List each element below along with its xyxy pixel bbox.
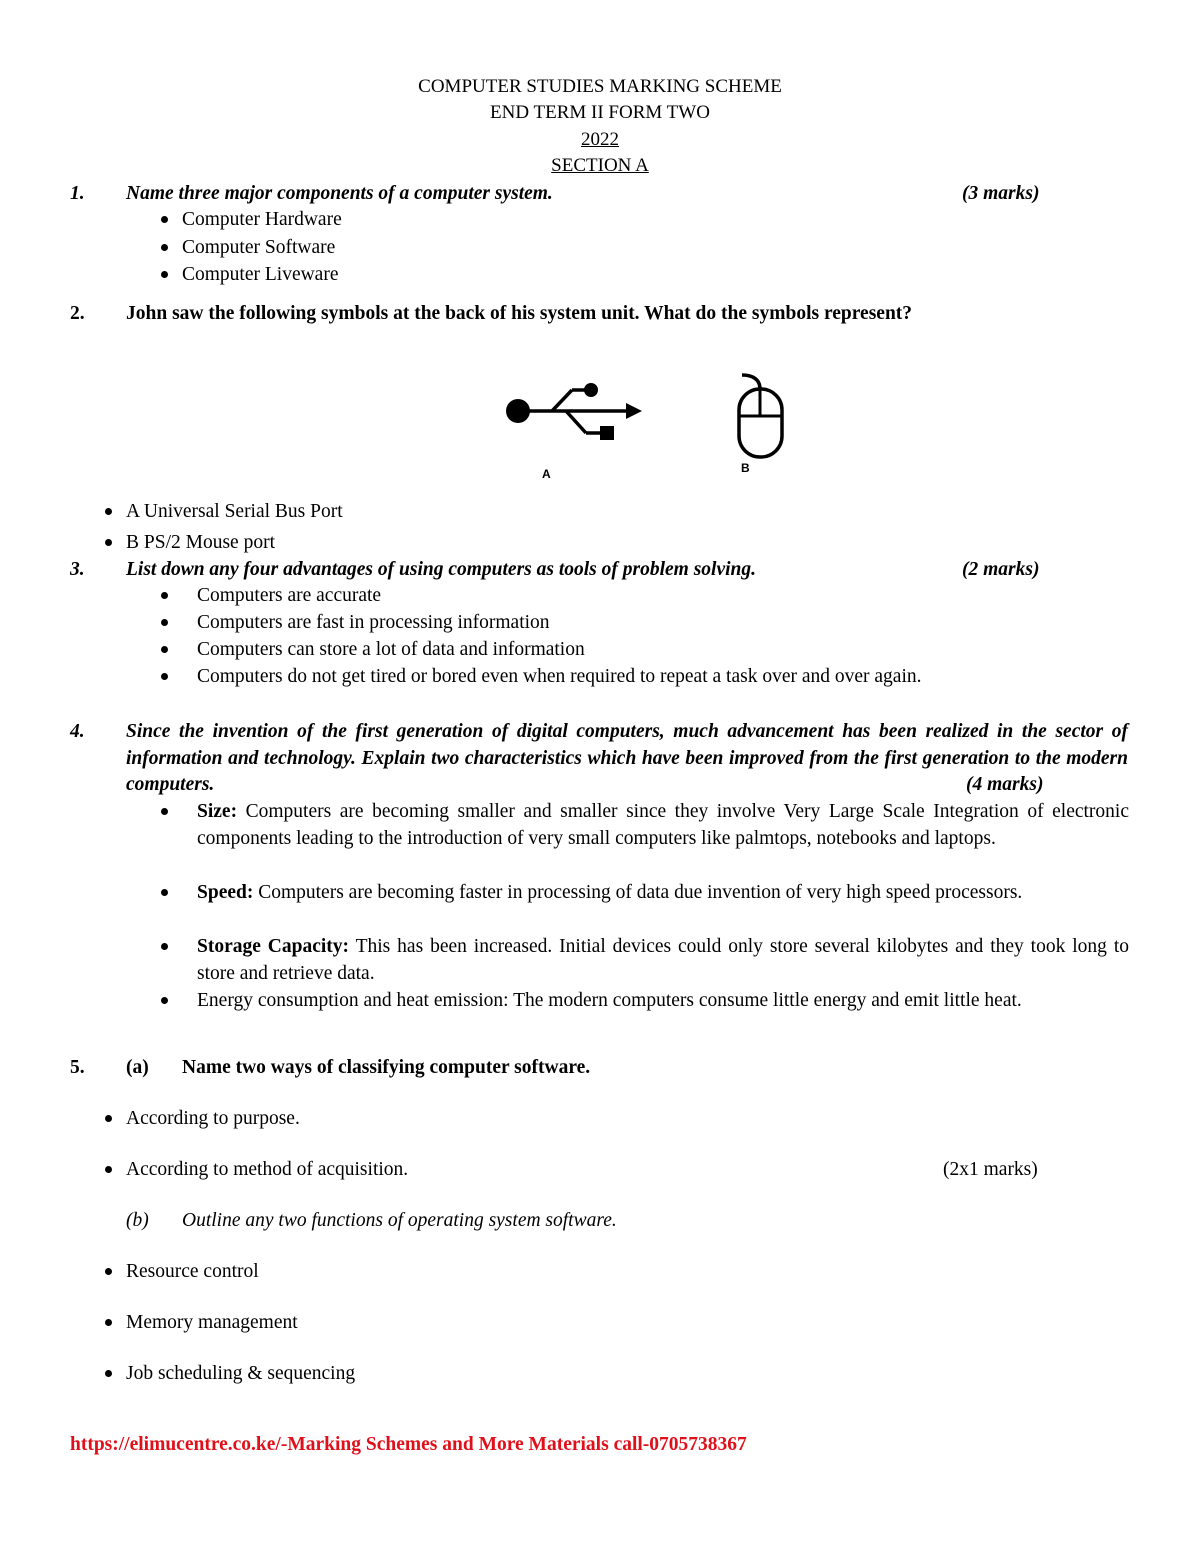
- answer-text: Computers are becoming faster in processing of data due invention of very high speed processors.: [253, 882, 1023, 903]
- q5b-text: Outline any two functions of operating system software.: [182, 1210, 617, 1231]
- q5b-answer-3: Job scheduling & sequencing: [126, 1363, 356, 1384]
- bullet: [105, 1370, 112, 1377]
- symbol-label-a: A: [542, 467, 551, 481]
- bullet: [161, 808, 168, 815]
- q4-number: 4.: [70, 721, 85, 742]
- answer-term: Storage Capacity:: [197, 936, 350, 957]
- bullet: [105, 1319, 112, 1326]
- q4-answer-4: [197, 988, 1129, 1015]
- bullet: [161, 216, 168, 223]
- q4-marks: (4 marks): [962, 772, 1043, 798]
- bullet: [161, 244, 168, 251]
- footer-link[interactable]: https://elimucentre.co.ke/-Marking Schemes and More Materials call-0705738367: [70, 1434, 747, 1455]
- q5a-label: (a): [126, 1057, 149, 1078]
- section-heading: SECTION A: [551, 155, 649, 176]
- symbols-figure: [490, 365, 810, 490]
- bullet: [105, 508, 112, 515]
- answer-term: Speed:: [197, 882, 254, 903]
- q4-answer-3: [197, 934, 1129, 987]
- q3-answer-1: Computers are accurate: [197, 585, 382, 606]
- q1-answer-1: Computer Hardware: [182, 209, 342, 230]
- q5a-marks: (2x1 marks): [943, 1159, 1038, 1180]
- doc-year: 2022: [581, 129, 619, 150]
- q4-text: Since the invention of the first generation of digital computers, much advancement has been realized in the sector of information and technology. Explain two characteristics which have been improved from the first generation to the modern computers.: [126, 721, 1128, 795]
- doc-year-wrap: [0, 127, 1200, 153]
- bullet: [161, 943, 168, 950]
- q5-number: 5.: [70, 1057, 85, 1078]
- bullet: [105, 1115, 112, 1122]
- q2-answer-1: A Universal Serial Bus Port: [126, 501, 343, 522]
- bullet: [161, 619, 168, 626]
- q3-answer-4: Computers do not get tired or bored even when required to repeat a task over and over again.: [197, 666, 922, 687]
- q3-marks: (2 marks): [962, 559, 1040, 580]
- q5b-label: (b): [126, 1210, 149, 1231]
- q5a-answer-2: According to method of acquisition.: [126, 1159, 409, 1180]
- q3-text: List down any four advantages of using computers as tools of problem solving.: [126, 559, 757, 580]
- q1-marks: (3 marks): [962, 183, 1040, 204]
- bullet: [161, 592, 168, 599]
- usb-icon: [506, 383, 642, 440]
- doc-subtitle: END TERM II FORM TWO: [490, 102, 710, 123]
- bullet: [161, 646, 168, 653]
- symbol-label-b: B: [741, 461, 750, 475]
- answer-text: Computers are becoming smaller and smaller since they involve Very Large Scale Integration of electronic components leading to the introduction of very small computers like palmtops, notebooks and laptops.: [197, 801, 1129, 849]
- bullet: [161, 673, 168, 680]
- bullet: [105, 1166, 112, 1173]
- bullet: [161, 997, 168, 1004]
- q5b-answer-2: Memory management: [126, 1312, 298, 1333]
- q2-answer-2: B PS/2 Mouse port: [126, 532, 275, 553]
- q4-answer-2: [197, 880, 1129, 907]
- mouse-icon: [739, 375, 782, 457]
- bullet: [105, 1268, 112, 1275]
- q3-answer-2: Computers are fast in processing information: [197, 612, 550, 633]
- q1-answer-3: Computer Liveware: [182, 264, 339, 285]
- q3-answer-3: Computers can store a lot of data and information: [197, 639, 585, 660]
- bullet: [161, 889, 168, 896]
- answer-text: This has been increased. Initial devices could only store several kilobytes and they took long to store and retrieve data.: [197, 936, 1129, 984]
- doc-title: COMPUTER STUDIES MARKING SCHEME: [418, 76, 782, 97]
- q2-number: 2.: [70, 303, 85, 324]
- q5b-answer-1: Resource control: [126, 1261, 259, 1282]
- q4-answer-1: [197, 799, 1129, 852]
- q5a-answer-1: According to purpose.: [126, 1108, 300, 1129]
- answer-text: Energy consumption and heat emission: The modern computers consume little energy and emit little heat.: [197, 990, 1022, 1011]
- q1-number: 1.: [70, 183, 85, 204]
- bullet: [105, 539, 112, 546]
- answer-term: Size:: [197, 801, 238, 822]
- q2-text: John saw the following symbols at the back of his system unit. What do the symbols represent?: [126, 303, 913, 324]
- q1-answer-2: Computer Software: [182, 237, 336, 258]
- q5a-text: Name two ways of classifying computer software.: [182, 1057, 591, 1078]
- bullet: [161, 271, 168, 278]
- q1-text: Name three major components of a computer system.: [126, 183, 553, 204]
- q3-number: 3.: [70, 559, 85, 580]
- section-heading-wrap: [0, 153, 1200, 179]
